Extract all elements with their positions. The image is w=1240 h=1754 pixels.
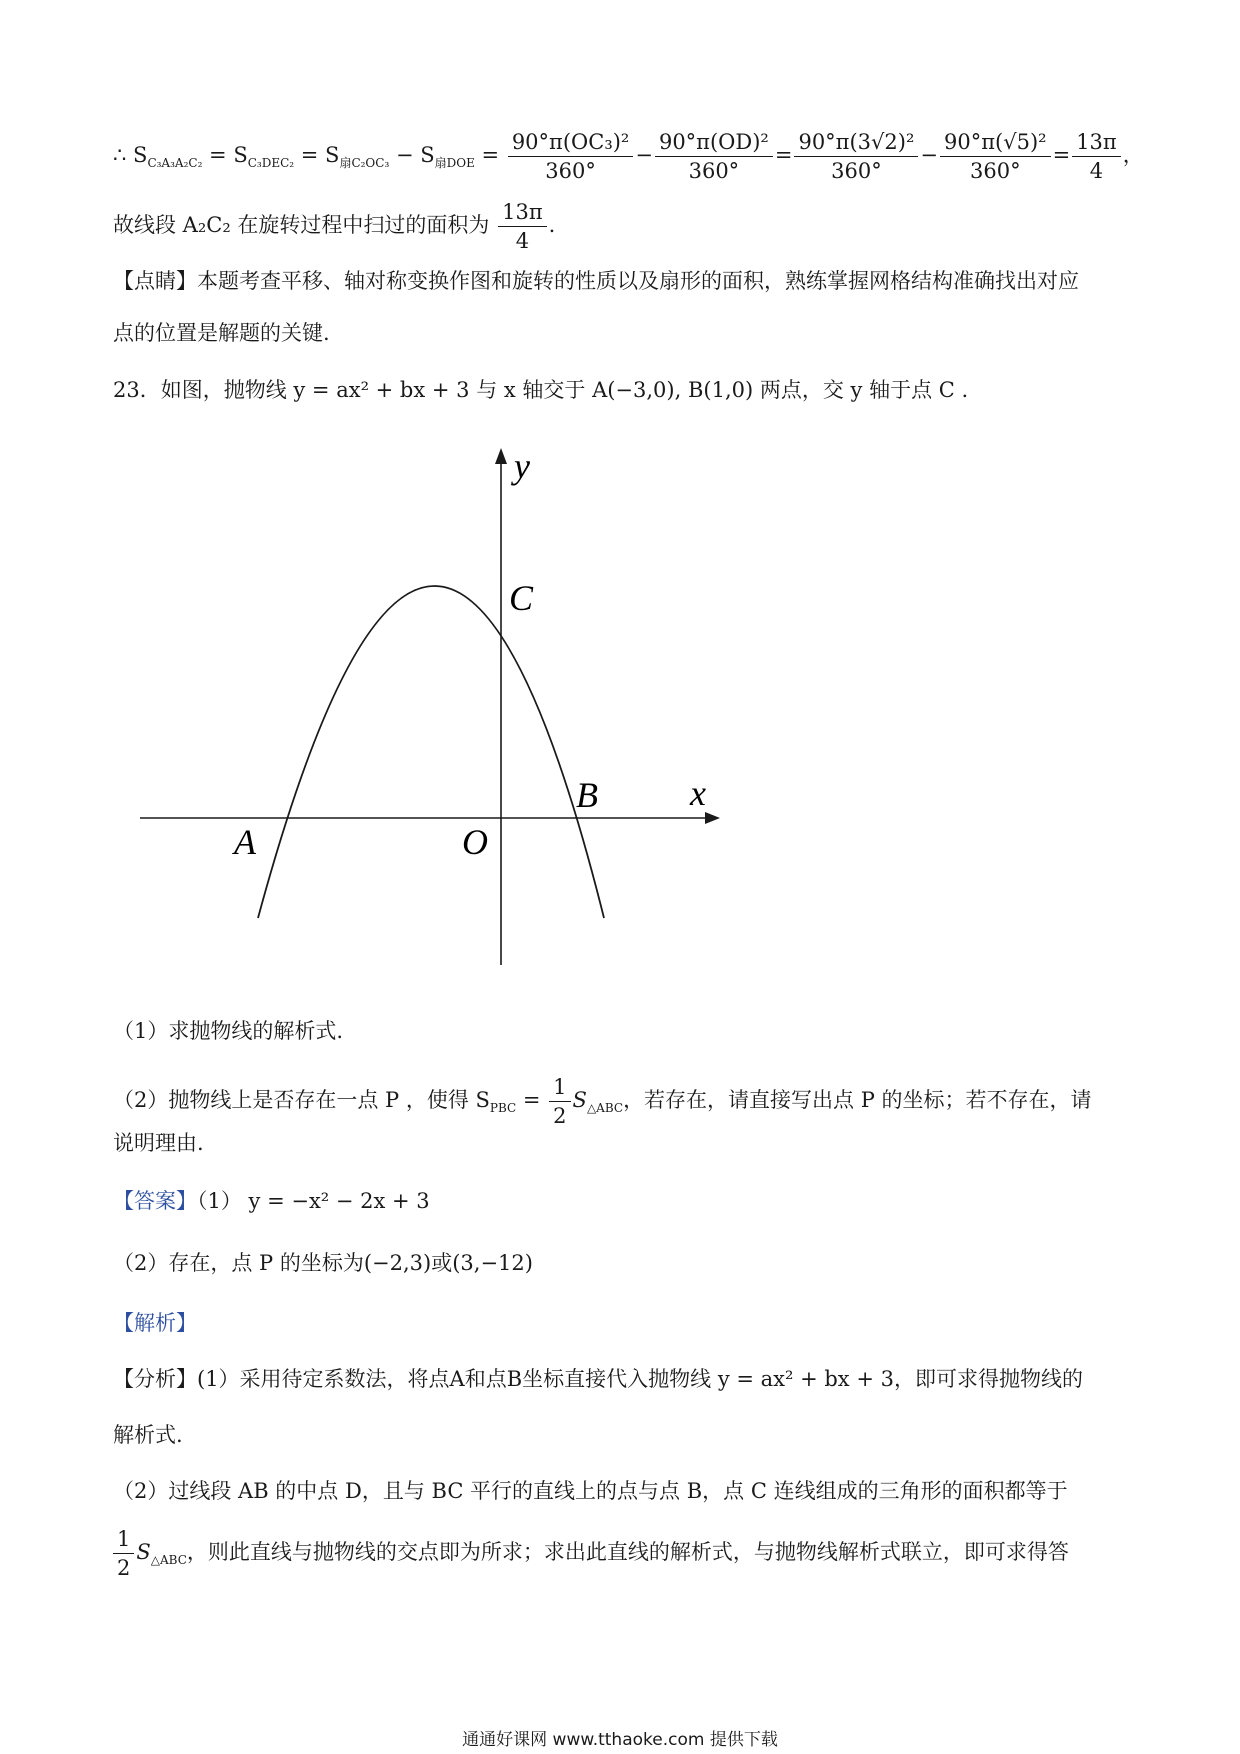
sector-area-formula: ∴ $S_{C_3A_3A_2C_2} = S_{C_3DEC_2} = S_{扇C_2OC_3} - S_{扇DOE}$ = $\frac{\text{90°π(OC₃)²}}{360^\circ}$ − $\frac{\text{90°π(OD)²}}{360^\circ}$ = $\frac{\text{90°π(3√2)²}}{360^\circ}$ − $\frac{\text{90°π(√5)²}}{360^\circ}$ = $\frac{13\pi}{4}$ ， [113, 130, 1144, 183]
fraction-3 [794, 128, 918, 185]
formula-part: ， [1122, 143, 1144, 167]
analysis-step-2-line-2 [113, 1525, 1069, 1582]
point-b-label: B [576, 775, 598, 815]
area-text: 故线段 A₂C₂ 在旋转过程中扫过的面积为 [113, 213, 490, 237]
area-symbol: S [572, 1088, 587, 1112]
answer-1-text: （1） y = −x² − 2x + 3 [197, 1189, 430, 1213]
fraction-denominator: 2 [117, 1556, 131, 1580]
parabola-curve [258, 586, 604, 918]
comment-line-1: 【点睛】本题考查平移、轴对称变换作图和旋转的性质以及扇形的面积，熟练掌握网格结构准确找出对应 [113, 269, 1079, 293]
sub-text: 扇DOE [434, 156, 475, 171]
fraction-denominator: 360° [688, 159, 740, 183]
part-1: （1）求抛物线的解析式. [113, 1019, 344, 1043]
fraction-2 [655, 128, 773, 185]
fraction-numerator: 13π [1072, 128, 1121, 157]
fraction-1 [508, 128, 634, 185]
fraction-numerator: 90°π(OC₃)² [508, 128, 634, 157]
analysis-step-2: （2）过线段 AB 的中点 D，且与 BC 平行的直线上的点与点 B，点 C 连线组成的三角形的面积都等于 [113, 1479, 1068, 1503]
origin-label: O [462, 822, 488, 862]
analysis-line-1: 【分析】(1）采用待定系数法，将点A和点B坐标直接代入抛物线 y = ax² + bx + 3，即可求得抛物线的 [113, 1367, 1083, 1391]
formula-part: = [1052, 143, 1071, 167]
part-2 [113, 1073, 1092, 1130]
x-axis-arrow [705, 812, 720, 824]
half-fraction [113, 1525, 134, 1582]
comment-line-2: 点的位置是解题的关键. [113, 321, 330, 345]
part-2-line-2: 说明理由. [113, 1131, 204, 1155]
analysis-line-2: 解析式. [113, 1423, 183, 1447]
y-axis-label: y [514, 446, 530, 486]
fraction-numerator: 90°π(3√2)² [794, 128, 918, 157]
sub-text: △ABC [150, 1553, 187, 1568]
answer-tag: 【答案】 [113, 1189, 197, 1213]
fraction-numerator: 90°π(√5)² [940, 128, 1051, 157]
parabola-figure [120, 440, 740, 970]
footer-credit: 通通好课网 www.tthaoke.com 提供下载 [462, 1730, 778, 1750]
sub-text: 扇C₂OC₃ [339, 156, 390, 171]
area-tail: . [548, 213, 556, 237]
fraction-numerator: 1 [549, 1073, 570, 1102]
y-axis-arrow [495, 448, 507, 464]
therefore-s: ∴ S [113, 143, 148, 167]
formula-part: = S [202, 143, 248, 167]
formula-part: − S [389, 143, 435, 167]
fraction-denominator: 360° [545, 159, 596, 183]
fraction-numerator: 13π [498, 198, 547, 227]
fraction-4 [940, 128, 1051, 185]
half-fraction [549, 1073, 570, 1130]
area-conclusion [113, 198, 555, 255]
sub-text: C₃A₃A₂C₂ [147, 156, 203, 171]
area-symbol: S [136, 1540, 151, 1564]
fraction-numerator: 1 [113, 1525, 134, 1554]
fraction-denominator: 360° [831, 159, 882, 183]
analysis-step-2-rest: ，则此直线与抛物线的交点即为所求；求出此直线的解析式，与抛物线解析式联立，即可求得答 [186, 1540, 1069, 1564]
fraction-denominator: 4 [515, 229, 530, 253]
answer-2: （2）存在，点 P 的坐标为(−2,3)或(3,−12) [113, 1251, 533, 1275]
formula-part: = S [294, 143, 340, 167]
area-fraction [498, 198, 547, 255]
formula-part: = [474, 143, 500, 167]
analysis-tag: 【解析】 [113, 1311, 197, 1335]
sub-text: △ABC [586, 1101, 624, 1116]
fraction-denominator: 2 [553, 1104, 567, 1128]
fraction-denominator: 4 [1089, 159, 1104, 183]
question-23: 23．如图，抛物线 y = ax² + bx + 3 与 x 轴交于 A(−3,0), B(1,0) 两点，交 y 轴于点 C . [113, 378, 969, 402]
fraction-5 [1072, 128, 1121, 185]
point-a-label: A [234, 822, 256, 862]
part-2-text: （2）抛物线上是否存在一点 P ，使得 S [113, 1088, 490, 1112]
sub-text: C₃DEC₂ [247, 156, 295, 171]
fraction-denominator: 360° [969, 159, 1021, 183]
x-axis-label: x [690, 773, 706, 813]
answer-1 [113, 1186, 430, 1216]
sub-text: PBC [489, 1101, 517, 1116]
part-2-text-b: ，若存在，请直接写出点 P 的坐标；若不存在，请 [623, 1088, 1092, 1112]
point-c-label: C [509, 578, 534, 618]
formula-part: = [774, 143, 793, 167]
fraction-numerator: 90°π(OD)² [655, 128, 773, 157]
part-2-eq: = [516, 1088, 541, 1112]
